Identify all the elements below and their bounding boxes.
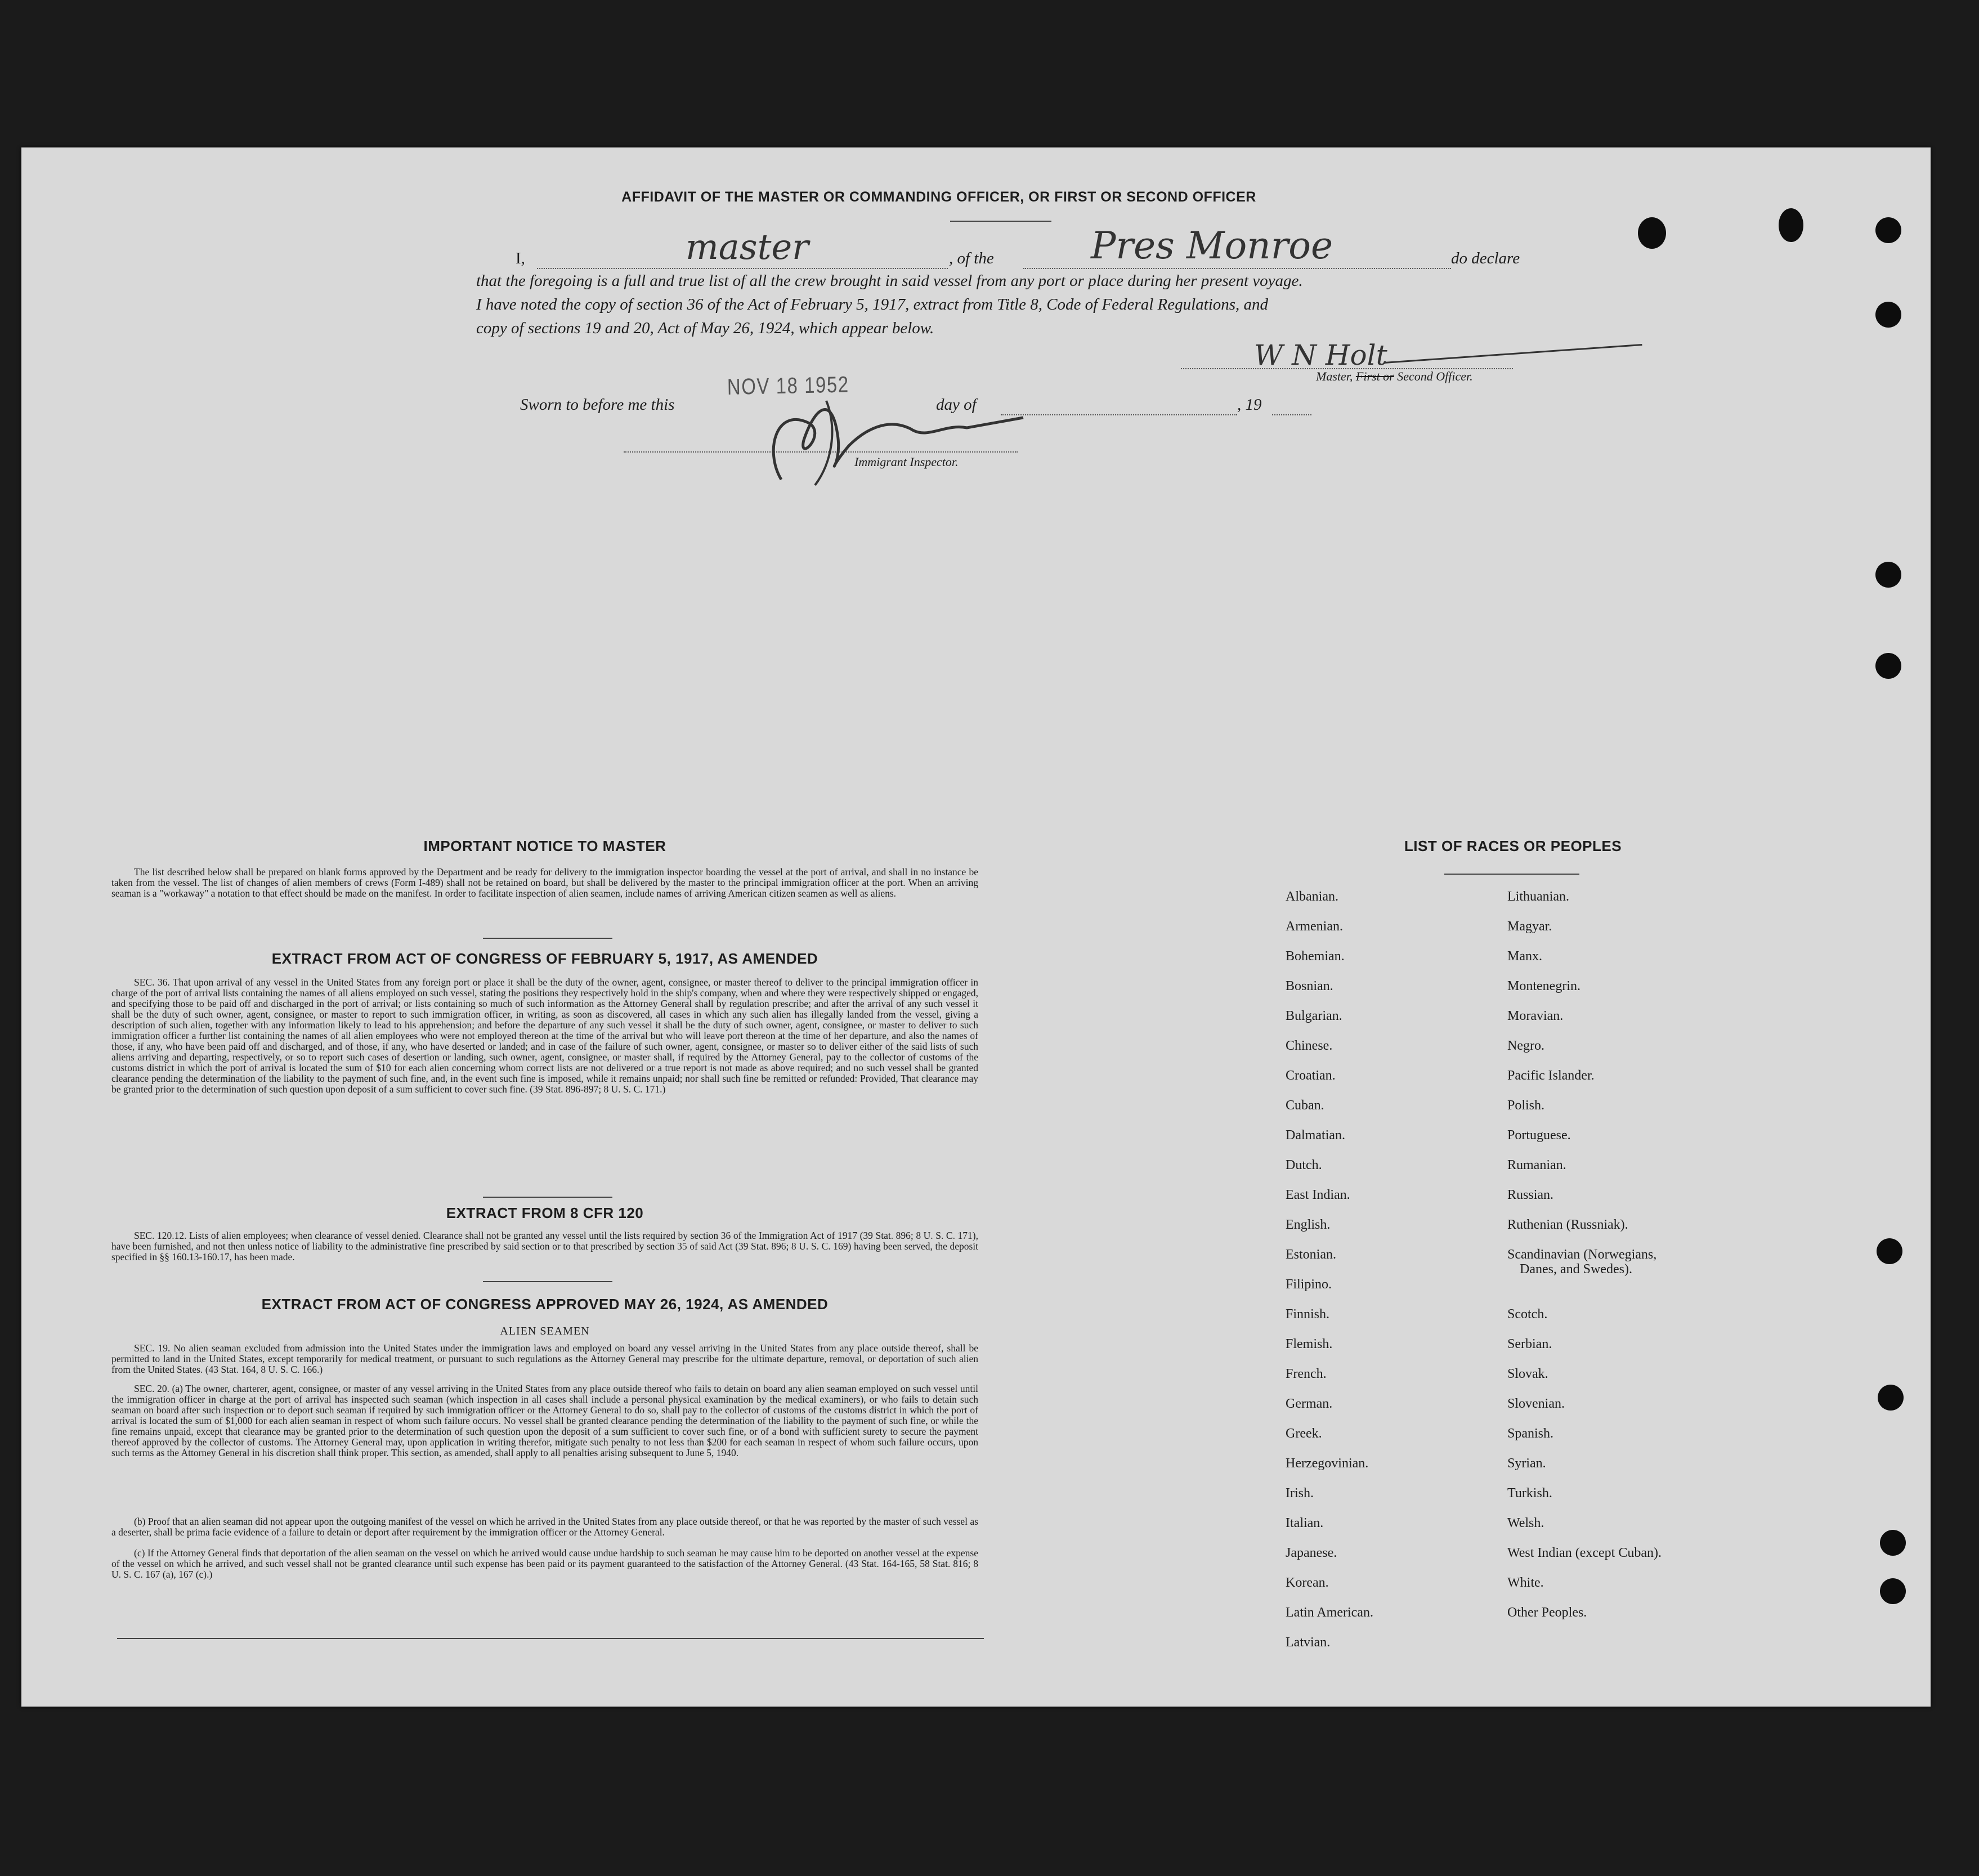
affidavit-line-2: that the foregoing is a full and true list of all the crew brought in said vessel from any port or place during her present voyage. — [476, 272, 1303, 290]
race-item: White. — [1507, 1575, 1544, 1590]
extract-1924-sec20c: (c) If the Attorney General finds that deportation of the alien seaman on the vessel on which he arrived would cause undue hardship to such seaman he may cause him to be deported on another vessel at the expense of the vessel on which he arrived, and such vessel shall not be granted clearance until such expense has been paid or its payment guaranteed to the satisfaction of the Attorney General. (43 Stat. 164-165, 58 Stat. 816; 8 U. S. C. 167 (a), 167 (c).) — [111, 1547, 978, 1580]
affidavit-line-3: I have noted the copy of section 36 of the Act of February 5, 1917, extract from Title 8, Code of Federal Regulations, and — [476, 295, 1269, 314]
day-of-label: day of — [936, 396, 977, 414]
race-item: Polish. — [1507, 1098, 1545, 1113]
race-item: Flemish. — [1286, 1337, 1333, 1351]
race-item: Manx. — [1507, 949, 1542, 964]
race-item: Bosnian. — [1286, 979, 1333, 993]
signature-caption-struck: First or — [1355, 369, 1394, 383]
extract-1924-subtitle: ALIEN SEAMEN — [500, 1325, 590, 1337]
extract-cfr-rule — [483, 1281, 612, 1282]
race-item: Armenian. — [1286, 919, 1343, 934]
master-signature: W N Holt — [1254, 339, 1387, 371]
race-item: Spanish. — [1507, 1426, 1554, 1441]
race-item: German. — [1286, 1396, 1333, 1411]
race-item: Serbian. — [1507, 1337, 1552, 1351]
race-item: Russian. — [1507, 1188, 1554, 1202]
race-item: Dalmatian. — [1286, 1128, 1345, 1143]
inspector-signature — [742, 384, 1035, 496]
race-item: Turkish. — [1507, 1486, 1552, 1501]
ink-blot — [1638, 217, 1666, 249]
race-item: French. — [1286, 1367, 1327, 1381]
races-title: LIST OF RACES OR PEOPLES — [1404, 838, 1622, 854]
race-item: English. — [1286, 1217, 1331, 1232]
extract-1917-rule — [483, 1197, 612, 1198]
race-item: Filipino. — [1286, 1277, 1332, 1292]
race-item: Italian. — [1286, 1516, 1324, 1530]
race-item: Dutch. — [1286, 1158, 1322, 1172]
race-item: Estonian. — [1286, 1247, 1336, 1262]
punch-hole — [1880, 1530, 1906, 1556]
master-signature-stroke — [1383, 344, 1642, 364]
extract-1924-sec20b: (b) Proof that an alien seaman did not appear upon the outgoing manifest of the vessel on which he arrived in the United States from any place outside thereof, or that he was reported by the master of such vessel as a deserter, shall be prima facie evidence of a failure to detain or deport after requirement by the immigration officer or the Attorney General. — [111, 1516, 978, 1538]
ink-blot — [1779, 208, 1803, 242]
race-item: Pacific Islander. — [1507, 1068, 1595, 1083]
extract-1924-title: EXTRACT FROM ACT OF CONGRESS APPROVED MAY 26, 1924, AS AMENDED — [261, 1296, 829, 1313]
vessel-handwritten: Pres Monroe — [1091, 224, 1333, 267]
race-item: Welsh. — [1507, 1516, 1544, 1530]
notice-text: The list described below shall be prepared on blank forms approved by the Department and be ready for delivery to the immigration inspector boarding the vessel at the port of arrival, and shall in no instance be taken from the vessel. The list of changes of alien members of crews (Form I-489) shall not be retained on board, but shall be delivered by the master to the principal immigration officer at the port. When an arriving seaman is a "workaway" a notation to that effect should be made on the manifest. In order to facilitate inspection of alien seamen, include names of arriving American citizen seamen as well as aliens. — [111, 866, 978, 899]
race-item: East Indian. — [1286, 1188, 1350, 1202]
race-item: Slovak. — [1507, 1367, 1548, 1381]
extract-1924-sec19: SEC. 19. No alien seaman excluded from admission into the United States under the immigration laws and employed on board any vessel arriving in the United States from any place outside thereof, shall be permitted to land in the United States, except temporarily for medical treatment, or pursuant to such regulations as the Attorney General may prescribe for the ultimate departure, removal, or deportation of such alien from the United States. (43 Stat. 164, 8 U. S. C. 166.) — [111, 1342, 978, 1375]
race-item: Bohemian. — [1286, 949, 1345, 964]
extract-1917-title: EXTRACT FROM ACT OF CONGRESS OF FEBRUARY 5, 1917, AS AMENDED — [271, 950, 818, 967]
race-item: Negro. — [1507, 1038, 1544, 1053]
race-item: Montenegrin. — [1507, 979, 1580, 993]
affidavit-title: AFFIDAVIT OF THE MASTER OR COMMANDING OFFICER, OR FIRST OR SECOND OFFICER — [621, 189, 1256, 205]
race-item: Chinese. — [1286, 1038, 1333, 1053]
document-page — [21, 147, 1931, 1707]
extract-cfr-title: EXTRACT FROM 8 CFR 120 — [446, 1205, 644, 1221]
extract-1924-sec20a: SEC. 20. (a) The owner, charterer, agent, consignee, or master of any vessel arriving in the United States from any place outside thereof who fails to detain on board any alien seaman employed on such vessel until the immigration officer in charge at the port of arrival has inspected such seaman (which inspection in all cases shall include a personal physical examination by the medical examiners), or who fails to detain such seaman on board after such inspection or to deport such seaman if required by such immigration officer or the Attorney General to do so, shall pay to the collector of customs of the customs district in which the port of arrival is located the sum of $1,000 for each alien seaman in respect of whom such failure occurs. No vessel shall be granted clearance pending the determination of the liability to the payment of such fine, or while the fine remains unpaid, except that clearance may be granted prior to the determination of such question upon the deposit of a sum sufficient to cover such fine, or of a bond with sufficient surety to secure the payment thereof approved by the collector of customs. The Attorney General may, upon application in writing therefor, mitigate such penalty to not less than $200 for each seaman in respect of whom such failure occurs, upon such terms as the Attorney General in his discretion shall think proper. This section, as amended, shall apply to all penalties arising subsequent to June 5, 1940. — [111, 1383, 978, 1458]
race-item: Croatian. — [1286, 1068, 1336, 1083]
extract-cfr-text: SEC. 120.12. Lists of alien employees; when clearance of vessel denied. Clearance shall not be granted any vessel until the lists required by section 36 of the Immigration Act of 1917 (39 Stat. 896; 8 U. S. C. 171), have been furnished, and not then unless notice of liability to the administrative fine prescribed by said section or to that prescribed by section 35 of said Act (39 Stat. 896; 8 U. S. C. 169) having been served, the deposit specified in §§ 160.13-160.17, has been made. — [111, 1230, 978, 1262]
race-item: Magyar. — [1507, 919, 1552, 934]
punch-hole — [1875, 562, 1901, 588]
race-item: Cuban. — [1286, 1098, 1324, 1113]
year-label: , 19 — [1237, 396, 1262, 414]
signature-caption — [1316, 369, 1473, 384]
race-item: Bulgarian. — [1286, 1009, 1342, 1023]
races-column-2 — [1507, 889, 1800, 1635]
race-item: Latin American. — [1286, 1605, 1373, 1620]
race-item: Korean. — [1286, 1575, 1329, 1590]
affidavit-line-4: copy of sections 19 and 20, Act of May 26, 1924, which appear below. — [476, 319, 934, 337]
signature-caption-master: Master, — [1316, 369, 1353, 383]
races-column-1 — [1286, 889, 1488, 1665]
race-item: Herzegovinian. — [1286, 1456, 1369, 1471]
punch-hole — [1880, 1578, 1906, 1604]
races-rule — [1444, 874, 1579, 875]
punch-hole — [1878, 1385, 1904, 1411]
rank-handwritten: master — [686, 226, 809, 267]
title-rule — [950, 221, 1051, 222]
punch-hole — [1875, 217, 1901, 243]
notice-title: IMPORTANT NOTICE TO MASTER — [423, 838, 666, 854]
inspector-caption: Immigrant Inspector. — [854, 455, 959, 469]
punch-hole — [1875, 302, 1901, 328]
race-item: Lithuanian. — [1507, 889, 1569, 904]
race-item: Rumanian. — [1507, 1158, 1566, 1172]
race-item: Albanian. — [1286, 889, 1338, 904]
declare-label: do declare — [1451, 249, 1520, 267]
race-item: Finnish. — [1286, 1307, 1330, 1322]
sworn-label: Sworn to before me this — [520, 396, 675, 414]
punch-hole — [1877, 1238, 1902, 1264]
race-item: Irish. — [1286, 1486, 1314, 1501]
date-stamp: NOV 18 1952 — [727, 372, 850, 400]
race-item: Slovenian. — [1507, 1396, 1565, 1411]
race-item: Danes, and Swedes). — [1520, 1262, 1632, 1277]
extract-1917-text: SEC. 36. That upon arrival of any vessel in the United States from any foreign port or place it shall be the duty of the owner, agent, consignee, or master thereof to deliver to the principal immigration officer in charge of the port of arrival lists containing the names of all aliens employed on such vessel, stating the positions they respectively hold in the ship's company, when and where they were respectively shipped or engaged, and specifying those to be paid off and discharged in the port of arrival; or lists containing so much of such information as the Attorney General shall by regulation prescribe; and after the arrival of any such vessel it shall be the duty of such owner, agent, consignee, or master to report to such immigration officer, in writing, as soon as discovered, all cases in which any such alien has illegally landed from the vessel, giving a description of such alien, together with any information likely to lead to his apprehension; and before the departure of any such vessel it shall be the duty of such owner, agent, consignee, or master to deliver to such immigration officer a further list containing the names of all alien employees who were not employed thereon at the time of the arrival but who will leave port thereon at the time of her departure, and also the names of those, if any, who have been paid off and discharged, and of those, if any, who have deserted or landed; and in case of the failure of such owner, agent, consignee, or master so to deliver either of the said lists of such aliens arriving and departing, respectively, or so to report such cases of desertion or landing, such owner, agent, consignee, or master shall, if required by the Attorney General, pay to the collector of customs of the customs district in which the port of arrival is located the sum of $10 for each alien concerning whom correct lists are not delivered or a true report is not made as above required; and no such vessel shall be granted clearance pending the determination of the liability to the payment of such fine, and, in the event such fine is imposed, while it remains unpaid; nor shall such fine be remitted or refunded: Provided, That clearance may be granted prior to the determination of such question upon deposit of a sum sufficient to cover such fine. (39 Stat. 896-897; 8 U. S. C. 171.) — [111, 977, 978, 1095]
race-item: Scotch. — [1507, 1307, 1548, 1322]
race-item: West Indian (except Cuban). — [1507, 1546, 1662, 1560]
race-item: Latvian. — [1286, 1635, 1331, 1650]
signature-caption-second: Second Officer. — [1397, 369, 1473, 383]
race-item: Syrian. — [1507, 1456, 1546, 1471]
of-the-label: , of the — [949, 249, 994, 267]
race-item: Ruthenian (Russniak). — [1507, 1217, 1628, 1232]
race-item: Scandinavian (Norwegians, — [1507, 1247, 1657, 1262]
bottom-rule — [117, 1638, 984, 1639]
race-item: Portuguese. — [1507, 1128, 1571, 1143]
month-line — [1001, 414, 1237, 415]
punch-hole — [1875, 653, 1901, 679]
i-label: I, — [516, 249, 525, 267]
race-item: Other Peoples. — [1507, 1605, 1587, 1620]
race-item: Japanese. — [1286, 1546, 1337, 1560]
race-item: Greek. — [1286, 1426, 1322, 1441]
race-item: Moravian. — [1507, 1009, 1564, 1023]
year-line — [1272, 414, 1311, 415]
notice-rule — [483, 938, 612, 939]
